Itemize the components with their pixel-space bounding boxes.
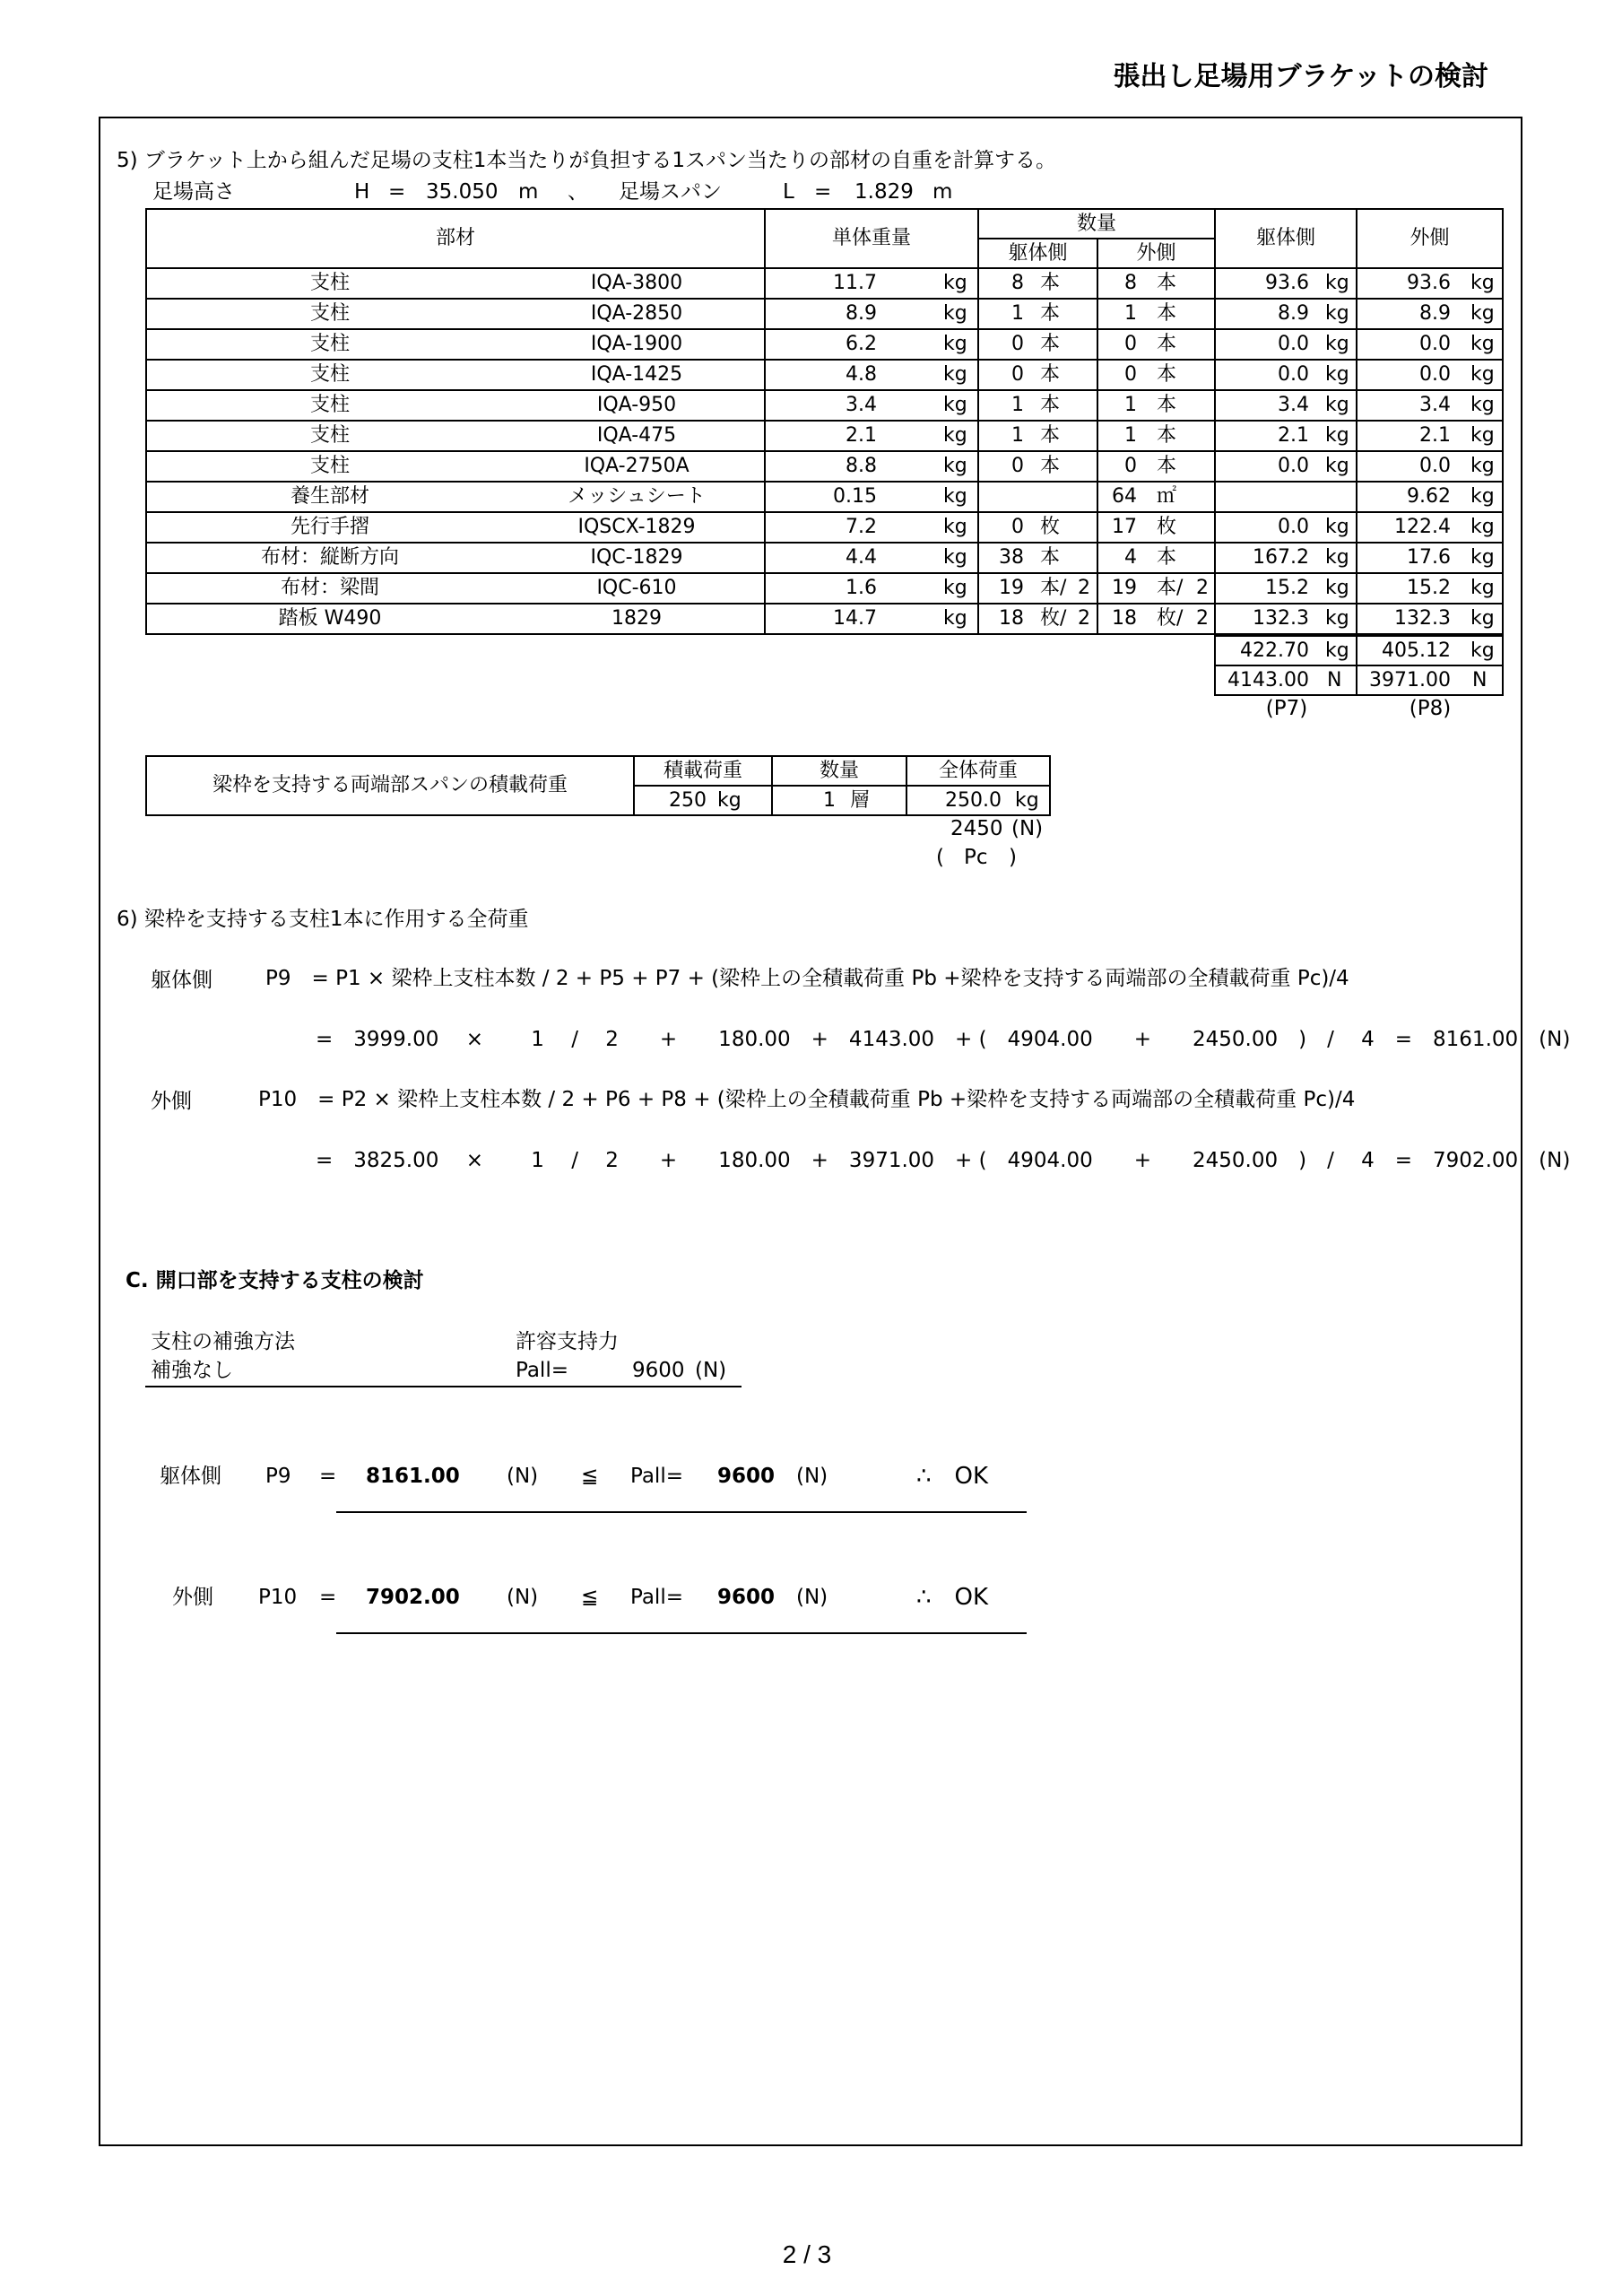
total-inner: 8.9 <box>1278 302 1309 325</box>
total-outer-unit: kg <box>1470 302 1495 325</box>
member-name: 踏板 W490 <box>278 607 382 630</box>
unit-weight-unit: kg <box>943 302 967 325</box>
total-load-value: 250.0 <box>945 789 1002 812</box>
load-header-total: 全体荷重 <box>938 760 1018 782</box>
pc-close: ) <box>1009 846 1017 869</box>
unit-weight: 0.15 <box>833 485 877 508</box>
total-n-outer: 3971.00 <box>1369 669 1451 691</box>
check-p: P10 <box>258 1586 298 1609</box>
check-pall-unit: (N) <box>796 1465 828 1488</box>
qty-outer-div <box>1196 452 1214 481</box>
qty-inner-unit: 本 <box>1040 363 1061 386</box>
pall-value: 9600 <box>632 1359 685 1382</box>
qty-inner-div <box>1078 391 1096 420</box>
member-name: 支柱 <box>309 302 350 325</box>
total-kg-outer: 405.12 <box>1382 639 1451 662</box>
total-outer-unit: kg <box>1470 455 1495 477</box>
qty-outer-div <box>1196 544 1214 572</box>
total-inner: 167.2 <box>1253 546 1309 569</box>
pc-label: Pc <box>964 846 988 869</box>
l-symbol: L <box>783 180 794 204</box>
check-p: P9 <box>265 1465 291 1488</box>
qty-outer-div: 2 <box>1196 607 1209 630</box>
qty-inner-unit: 本 <box>1040 272 1061 294</box>
unit-weight-unit: kg <box>943 424 967 447</box>
qty-outer-unit: 枚/ <box>1157 607 1184 630</box>
member-model: IQA-1425 <box>590 363 683 386</box>
header-member: 部材 <box>435 227 475 249</box>
qty-outer-div <box>1196 330 1214 359</box>
unit-weight-unit: kg <box>943 455 967 477</box>
unit-weight-unit: kg <box>943 577 967 599</box>
qty-outer-unit: 本/ <box>1157 577 1184 599</box>
load-header-qty: 数量 <box>819 760 859 782</box>
outer-calc: = 3825.00 × 1 / 2 + 180.00 + 3971.00 + ( 4904.00 + 2450.00 ) / 4 = 7902.00 (N) <box>316 1149 1571 1172</box>
qty-inner-div <box>1078 269 1096 298</box>
qty-outer: 18 <box>1112 607 1137 630</box>
h-symbol: H <box>354 180 370 204</box>
member-name: 先行手摺 <box>290 516 369 538</box>
unit-weight: 8.9 <box>846 302 877 325</box>
total-inner <box>1219 483 1309 511</box>
member-name: 支柱 <box>309 272 350 294</box>
unit-weight: 4.4 <box>846 546 877 569</box>
member-model: IQSCX-1829 <box>577 516 696 538</box>
check-value: 7902.00 <box>366 1586 460 1609</box>
total-outer: 0.0 <box>1419 455 1451 477</box>
member-model: IQC-1829 <box>590 546 683 569</box>
check-pall-unit: (N) <box>796 1586 828 1609</box>
total-outer-unit: kg <box>1470 546 1495 569</box>
qty-inner: 18 <box>999 607 1024 630</box>
total-kg-inner-unit: kg <box>1325 639 1349 662</box>
method-value: 補強なし <box>151 1359 233 1382</box>
qty-inner-unit: 本 <box>1040 333 1061 355</box>
allow-label: 許容支持力 <box>516 1330 619 1353</box>
qty-inner-div <box>1078 544 1096 572</box>
qty-outer-div <box>1196 300 1214 328</box>
qty-outer-unit: 本 <box>1157 363 1177 386</box>
total-outer-unit: kg <box>1470 424 1495 447</box>
qty-inner-div <box>1078 330 1096 359</box>
qty-outer-div <box>1196 483 1214 511</box>
inner-label: 躯体側 <box>151 969 213 992</box>
unit-weight-unit: kg <box>943 272 967 294</box>
check-le: ≦ <box>581 1465 599 1488</box>
member-name: 支柱 <box>309 394 350 416</box>
qty-outer-unit: 本 <box>1157 455 1177 477</box>
section-c-heading: C. 開口部を支持する支柱の検討 <box>126 1269 424 1292</box>
page-number: 2 / 3 <box>782 2240 832 2268</box>
load-value: 250 <box>669 789 707 812</box>
outer-formula: P10 = P2 × 梁枠上支柱本数 / 2 + P6 + P8 + (梁枠上の全積載荷重 Pb +梁枠を支持する両端部の全積載荷重 Pc)/4 <box>258 1088 1356 1111</box>
header-qty-inner: 躯体側 <box>1008 242 1068 265</box>
header-inner: 躯体側 <box>1255 227 1315 249</box>
qty-inner: 8 <box>1011 272 1024 294</box>
load-label: 梁枠を支持する両端部スパンの積載荷重 <box>212 774 568 796</box>
qty-outer-unit: 本 <box>1157 272 1177 294</box>
l-value: 1.829 <box>854 180 914 204</box>
check-value: 8161.00 <box>366 1465 460 1488</box>
check-pall-value: 9600 <box>717 1586 776 1609</box>
unit-weight: 4.8 <box>846 363 877 386</box>
member-model: IQA-3800 <box>590 272 683 294</box>
pall-label: Pall= <box>516 1359 568 1382</box>
qty-outer-unit: 本 <box>1157 302 1177 325</box>
qty-outer-unit: 本 <box>1157 333 1177 355</box>
total-inner-unit: kg <box>1325 363 1349 386</box>
total-inner-unit: kg <box>1325 516 1349 538</box>
qty-inner-div <box>1078 361 1096 389</box>
qty-outer: 0 <box>1124 363 1137 386</box>
total-inner-unit: kg <box>1325 424 1349 447</box>
qty-outer-unit: 本 <box>1157 424 1177 447</box>
total-inner: 0.0 <box>1278 455 1309 477</box>
qty-outer: 1 <box>1124 394 1137 416</box>
qty-outer: 17 <box>1112 516 1137 538</box>
qty-inner-unit: 枚/ <box>1040 607 1067 630</box>
member-model: 1829 <box>612 607 662 630</box>
qty-outer: 1 <box>1124 424 1137 447</box>
total-outer: 9.62 <box>1407 485 1451 508</box>
pall-unit: (N) <box>695 1359 727 1382</box>
qty-inner: 0 <box>1011 455 1024 477</box>
qty-inner-unit: 本/ <box>1040 577 1067 599</box>
member-model: IQA-2750A <box>584 455 690 477</box>
qty-outer: 1 <box>1124 302 1137 325</box>
qty-inner-div: 2 <box>1078 577 1090 599</box>
qty-outer: 19 <box>1112 577 1137 599</box>
qty-inner-unit: 本 <box>1040 302 1061 325</box>
check-pall-value: 9600 <box>717 1465 776 1488</box>
qty-inner: 19 <box>999 577 1024 599</box>
qty-inner: 1 <box>1011 394 1024 416</box>
h-value: 35.050 <box>426 180 499 204</box>
member-model: IQC-610 <box>596 577 677 599</box>
check-side: 躯体側 <box>160 1465 221 1488</box>
total-outer-unit: kg <box>1470 577 1495 599</box>
qty-outer-div <box>1196 422 1214 450</box>
total-inner-unit: kg <box>1325 302 1349 325</box>
qty-outer-div <box>1196 391 1214 420</box>
document-title: 張出し足場用ブラケットの検討 <box>1113 61 1488 92</box>
total-inner: 93.6 <box>1265 272 1309 294</box>
l-equals: = <box>814 180 832 204</box>
qty-outer: 0 <box>1124 455 1137 477</box>
qty-inner-unit: 本 <box>1040 546 1061 569</box>
qty-outer-div: 2 <box>1196 577 1209 599</box>
total-inner-unit: kg <box>1325 577 1349 599</box>
inner-formula: P9 = P1 × 梁枠上支柱本数 / 2 + P5 + P7 + (梁枠上の全積載荷重 Pb +梁枠を支持する両端部の全積載荷重 Pc)/4 <box>265 967 1349 990</box>
member-name: 支柱 <box>309 455 350 477</box>
check-result: ∴ OK <box>916 1584 989 1611</box>
unit-weight: 1.6 <box>846 577 877 599</box>
member-model: IQA-475 <box>596 424 677 447</box>
qty-outer: 64 <box>1112 485 1137 508</box>
total-inner: 0.0 <box>1278 516 1309 538</box>
outer-label: 外側 <box>151 1090 192 1113</box>
qty-inner <box>984 483 1024 511</box>
unit-weight: 6.2 <box>846 333 877 355</box>
qty-inner-unit: 本 <box>1040 394 1061 416</box>
qty-outer-div <box>1196 513 1214 542</box>
qty-inner-div <box>1078 300 1096 328</box>
total-inner: 15.2 <box>1265 577 1309 599</box>
section-5-heading: 5) ブラケット上から組んだ足場の支柱1本当たりが負担する1スパン当たりの部材の自重を計算する。 <box>117 149 1057 172</box>
load-n-value: 2450 <box>950 817 1003 840</box>
unit-weight-unit: kg <box>943 607 967 630</box>
total-kg-inner: 422.70 <box>1240 639 1309 662</box>
total-load-unit: kg <box>1015 789 1039 812</box>
height-label: 足場高さ <box>152 180 235 204</box>
total-inner: 2.1 <box>1278 424 1309 447</box>
unit-weight-unit: kg <box>943 394 967 416</box>
method-label: 支柱の補強方法 <box>151 1330 295 1353</box>
header-qty: 数量 <box>1076 213 1116 235</box>
total-outer-unit: kg <box>1470 516 1495 538</box>
qty-inner: 1 <box>1011 302 1024 325</box>
layer-count: 1 <box>823 789 836 812</box>
total-outer-unit: kg <box>1470 333 1495 355</box>
header-unit-weight: 単体重量 <box>831 227 911 249</box>
layer-unit: 層 <box>850 789 871 812</box>
qty-inner: 1 <box>1011 424 1024 447</box>
qty-inner-div <box>1078 513 1096 542</box>
check-le: ≦ <box>581 1586 599 1609</box>
h-unit: m <box>518 180 539 204</box>
separator: 、 <box>568 180 588 204</box>
unit-weight-unit: kg <box>943 363 967 386</box>
total-inner-unit: kg <box>1325 272 1349 294</box>
qty-outer-unit: 本 <box>1157 394 1177 416</box>
qty-inner-div <box>1078 483 1096 511</box>
member-model: IQA-1900 <box>590 333 683 355</box>
qty-outer-div <box>1196 269 1214 298</box>
span-label: 足場スパン <box>619 180 722 204</box>
unit-weight: 14.7 <box>833 607 877 630</box>
qty-inner-unit: 枚 <box>1040 516 1061 538</box>
member-model: IQA-2850 <box>590 302 683 325</box>
total-outer: 122.4 <box>1394 516 1451 538</box>
qty-inner: 0 <box>1011 363 1024 386</box>
qty-outer-unit: ㎡ <box>1157 485 1177 508</box>
total-outer: 0.0 <box>1419 363 1451 386</box>
label-p8: (P8) <box>1409 697 1452 720</box>
total-inner: 3.4 <box>1278 394 1309 416</box>
header-qty-outer: 外側 <box>1136 242 1176 265</box>
qty-inner: 38 <box>999 546 1024 569</box>
check-side: 外側 <box>172 1586 213 1609</box>
member-name: 支柱 <box>309 424 350 447</box>
unit-weight-unit: kg <box>943 546 967 569</box>
total-inner-unit <box>1325 483 1354 511</box>
total-outer: 17.6 <box>1407 546 1451 569</box>
qty-inner: 0 <box>1011 516 1024 538</box>
total-inner: 132.3 <box>1253 607 1309 630</box>
member-name: 支柱 <box>309 363 350 386</box>
unit-weight-unit: kg <box>943 485 967 508</box>
member-model: IQA-950 <box>596 394 677 416</box>
total-outer-unit: kg <box>1470 607 1495 630</box>
total-outer: 132.3 <box>1394 607 1451 630</box>
qty-outer-unit: 本 <box>1157 546 1177 569</box>
qty-inner-unit: 本 <box>1040 424 1061 447</box>
member-model: メッシュシート <box>568 485 706 508</box>
total-inner-unit: kg <box>1325 333 1349 355</box>
total-inner: 0.0 <box>1278 363 1309 386</box>
pc-open: ( <box>936 846 944 869</box>
total-n-inner-unit: N <box>1327 669 1342 691</box>
qty-inner-div: 2 <box>1078 607 1090 630</box>
total-outer-unit: kg <box>1470 485 1495 508</box>
member-name: 支柱 <box>309 333 350 355</box>
qty-inner-unit: 本 <box>1040 455 1061 477</box>
member-name: 布材：縦断方向 <box>260 546 399 569</box>
qty-outer: 4 <box>1124 546 1137 569</box>
qty-inner-div <box>1078 422 1096 450</box>
check-equals: = <box>319 1465 337 1488</box>
check-unit: (N) <box>507 1465 539 1488</box>
load-header-load: 積載荷重 <box>663 760 742 782</box>
check-unit: (N) <box>507 1586 539 1609</box>
member-name: 布材：梁間 <box>280 577 379 599</box>
total-inner-unit: kg <box>1325 546 1349 569</box>
load-unit: kg <box>717 789 742 812</box>
inner-calc: = 3999.00 × 1 / 2 + 180.00 + 4143.00 + ( 4904.00 + 2450.00 ) / 4 = 8161.00 (N) <box>316 1028 1571 1051</box>
total-outer-unit: kg <box>1470 363 1495 386</box>
unit-weight: 8.8 <box>846 455 877 477</box>
unit-weight: 7.2 <box>846 516 877 538</box>
total-inner-unit: kg <box>1325 607 1349 630</box>
qty-outer-unit: 枚 <box>1157 516 1177 538</box>
check-result: ∴ OK <box>916 1463 989 1490</box>
total-outer: 15.2 <box>1407 577 1451 599</box>
unit-weight-unit: kg <box>943 333 967 355</box>
total-outer: 3.4 <box>1419 394 1451 416</box>
l-unit: m <box>932 180 953 204</box>
member-name: 養生部材 <box>290 485 369 508</box>
qty-inner: 0 <box>1011 333 1024 355</box>
unit-weight: 11.7 <box>833 272 877 294</box>
total-kg-outer-unit: kg <box>1470 639 1495 662</box>
unit-weight-unit: kg <box>943 516 967 538</box>
qty-outer: 0 <box>1124 333 1137 355</box>
check-pall-label: Pall= <box>630 1465 683 1488</box>
total-n-inner: 4143.00 <box>1227 669 1309 691</box>
total-inner-unit: kg <box>1325 455 1349 477</box>
total-n-outer-unit: N <box>1472 669 1488 691</box>
header-outer: 外側 <box>1409 227 1450 249</box>
total-outer: 8.9 <box>1419 302 1451 325</box>
qty-inner-unit <box>1040 483 1078 511</box>
total-inner-unit: kg <box>1325 394 1349 416</box>
qty-outer: 8 <box>1124 272 1137 294</box>
total-outer: 0.0 <box>1419 333 1451 355</box>
load-n-unit: (N) <box>1011 817 1044 840</box>
label-p7: (P7) <box>1265 697 1308 720</box>
section-6-heading: 6) 梁枠を支持する支柱1本に作用する全荷重 <box>117 908 529 931</box>
check-pall-label: Pall= <box>630 1586 683 1609</box>
total-outer: 93.6 <box>1407 272 1451 294</box>
h-equals: = <box>388 180 406 204</box>
unit-weight: 2.1 <box>846 424 877 447</box>
unit-weight: 3.4 <box>846 394 877 416</box>
total-outer-unit: kg <box>1470 394 1495 416</box>
total-outer-unit: kg <box>1470 272 1495 294</box>
qty-outer-div <box>1196 361 1214 389</box>
check-equals: = <box>319 1586 337 1609</box>
total-outer: 2.1 <box>1419 424 1451 447</box>
total-inner: 0.0 <box>1278 333 1309 355</box>
qty-inner-div <box>1078 452 1096 481</box>
